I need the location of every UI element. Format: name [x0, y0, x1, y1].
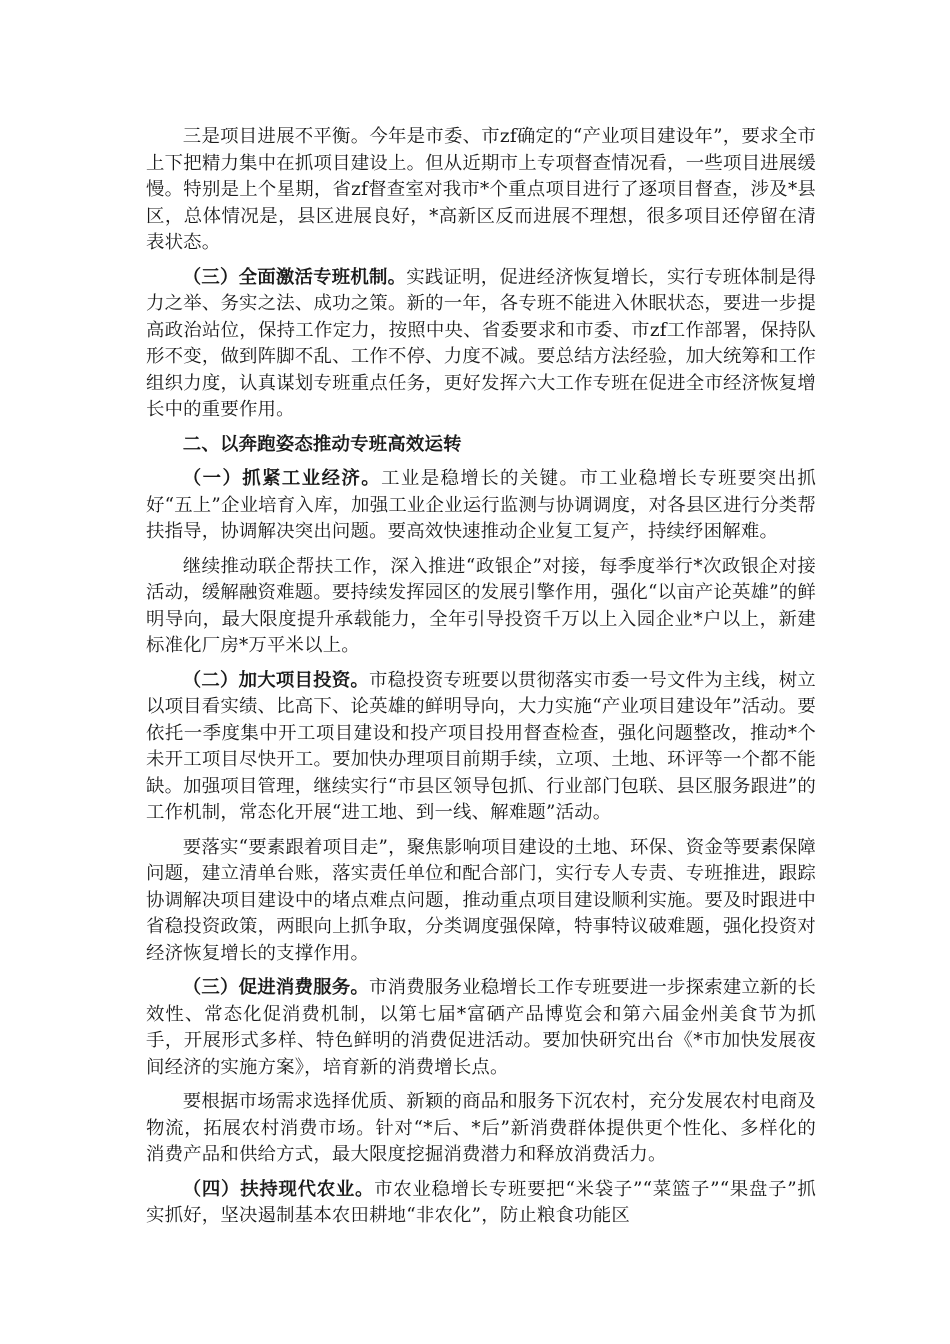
paragraph-text: 要根据市场需求选择优质、新颖的商品和服务下沉农村，充分发展农村电商及物流，拓展农村消费市场。针对“*后、*后”新消费群体提供更个性化、多样化的消费产品和供给方式，最大限度挖掘消费潜力和释放消费活力。	[146, 1091, 816, 1165]
paragraph-text: 工业是稳增长的关键。市工业稳增长专班要突出抓好“五上”企业培育入库，加强工业企业运行监测与协调调度，对各县区进行分类帮扶指导，协调解决突出问题。要高效快速推动企业复工复产，持续纾困解难。	[146, 468, 816, 542]
paragraph-text: 继续推动联企帮扶工作，深入推进“政银企”对接，每季度举行*次政银企对接活动，缓解融资难题。要持续发挥园区的发展引擎作用，强化“以亩产论英雄”的鲜明导向，最大限度提升承载能力，全年引导投资千万以上入园企业*户以上，新建标准化厂房*万平米以上。	[146, 555, 816, 656]
section-heading: 二、以奔跑姿态推动专班高效运转	[182, 433, 462, 455]
paragraph-8	[146, 975, 816, 1081]
document-page	[146, 124, 816, 1238]
section-lead: （四）扶持现代农业。	[182, 1178, 375, 1200]
section-lead: （一）抓紧工业经济。	[182, 468, 382, 489]
paragraph-text: 要落实“要素跟着项目走”，聚焦影响项目建设的土地、环保、资金等要素保障问题，建立清单台账，落实责任单位和配合部门，实行专人专责、专班推进，跟踪协调解决项目建设中的堵点难点问题，推动重点项目建设顺利实施。要及时跟进中省稳投资政策，两眼向上抓争取，分类调度强保障，特事特议破难题，强化投资对经济恢复增长的支撑作用。	[146, 836, 816, 964]
paragraph-6	[146, 668, 816, 827]
paragraph-5	[146, 554, 816, 660]
paragraph-9	[146, 1089, 816, 1169]
paragraph-text: 实践证明，促进经济恢复增长，实行专班体制是得力之举、务实之法、成功之策。新的一年，各专班不能进入休眠状态，要进一步提高政治站位，保持工作定力，按照中央、省委要求和市委、市zf工作部署，保持队形不变，做到阵脚不乱、工作不停、力度不减。要总结方法经验，加大统筹和工作组织力度，认真谋划专班重点任务，更好发挥六大工作专班在促进全市经济恢复增长中的重要作用。	[146, 266, 816, 420]
paragraph-7	[146, 835, 816, 968]
paragraph-2	[146, 265, 816, 424]
paragraph-text: 市消费服务业稳增长工作专班要进一步探索建立新的长效性、常态化促消费机制，以第七届*富硒产品博览会和第六届金州美食节为抓手，开展形式多样、特色鲜明的消费促进活动。要加快研究出台《*市加快发展夜间经济的实施方案》，培育新的消费增长点。	[146, 977, 816, 1078]
paragraph-text: 市农业稳增长专班要把“米袋子”“菜篮子”“果盘子”抓实抓好，坚决遏制基本农田耕地“非农化”，防止粮食功能区	[146, 1178, 816, 1226]
paragraph-text: 市稳投资专班要以贯彻落实市委一号文件为主线，树立以项目看实绩、比高下、论英雄的鲜明导向，大力实施“产业项目建设年”活动。要依托一季度集中开工项目建设和投产项目投用督查检查，强化问题整改，推动*个未开工项目尽快开工。要加快办理项目前期手续，立项、土地、环评等一个都不能缺。加强项目管理，继续实行“市县区领导包抓、行业部门包联、县区服务跟进”的工作机制，常态化开展“进工地、到一线、解难题”活动。	[146, 669, 816, 823]
paragraph-1	[146, 124, 816, 257]
section-lead: （三）全面激活专班机制。	[182, 266, 407, 288]
paragraph-4	[146, 466, 816, 546]
section-lead: （二）加大项目投资。	[182, 669, 370, 691]
paragraph-10	[146, 1177, 816, 1230]
paragraph-text: 三是项目进展不平衡。今年是市委、市zf确定的“产业项目建设年”，要求全市上下把精力集中在抓项目建设上。但从近期市上专项督查情况看，一些项目进展缓慢。特别是上个星期，省zf督查室对我市*个重点项目进行了逐项目督查，涉及*县区，总体情况是，县区进展良好，*高新区反而进展不理想，很多项目还停留在清表状态。	[146, 126, 816, 253]
section-lead: （三）促进消费服务。	[182, 977, 370, 998]
